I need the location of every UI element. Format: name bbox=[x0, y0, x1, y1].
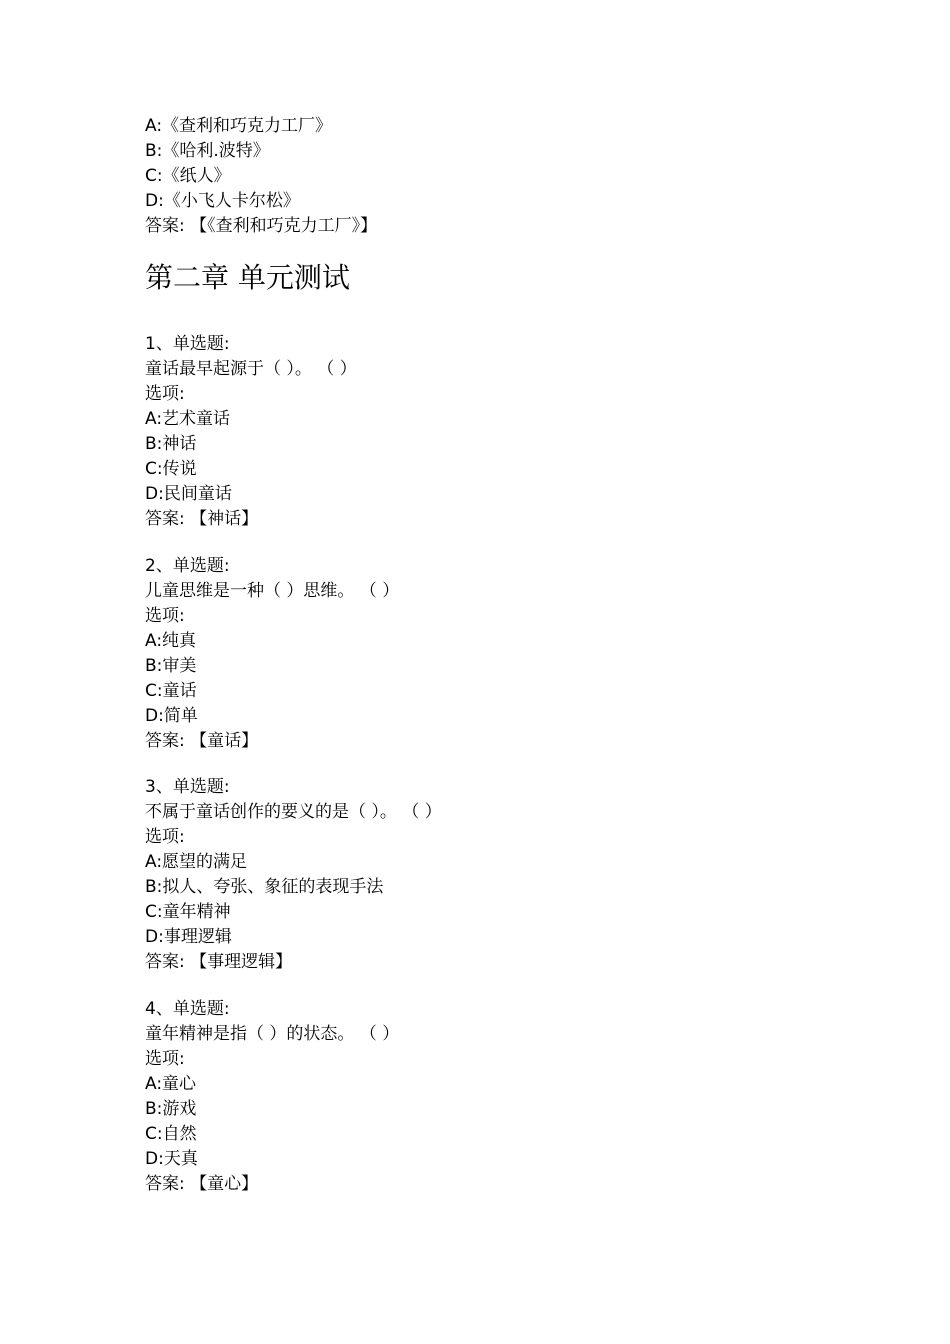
answer-line: 答案: 【童话】 bbox=[145, 731, 259, 751]
option-d: D:简单 bbox=[145, 706, 198, 726]
option-b: B:游戏 bbox=[145, 1099, 197, 1119]
option-d: D:事理逻辑 bbox=[145, 927, 232, 947]
question-header: 4、单选题: bbox=[145, 999, 230, 1019]
option-a: A:纯真 bbox=[145, 631, 197, 651]
question-stem: 不属于童话创作的要义的是（ ）。 （ ） bbox=[145, 802, 442, 822]
option-c: C:《纸人》 bbox=[145, 166, 231, 186]
question-stem: 儿童思维是一种（ ）思维。 （ ） bbox=[145, 581, 400, 601]
option-a: A:愿望的满足 bbox=[145, 852, 248, 872]
previous-question-tail bbox=[145, 114, 377, 239]
answer-line: 答案: 【事理逻辑】 bbox=[145, 952, 293, 972]
answer-line: 答案: 【《查利和巧克力工厂》】 bbox=[145, 216, 378, 236]
options-label: 选项: bbox=[145, 606, 185, 626]
question-header: 1、单选题: bbox=[145, 334, 230, 354]
option-a: A:童心 bbox=[145, 1074, 197, 1094]
answer-line: 答案: 【神话】 bbox=[145, 509, 259, 529]
option-c: C:传说 bbox=[145, 459, 197, 479]
option-b: B:《哈利.波特》 bbox=[145, 141, 270, 161]
question-block bbox=[145, 554, 399, 754]
options-label: 选项: bbox=[145, 827, 185, 847]
option-c: C:童年精神 bbox=[145, 902, 231, 922]
question-stem: 童话最早起源于（ ）。 （ ） bbox=[145, 359, 357, 379]
options-label: 选项: bbox=[145, 384, 185, 404]
chapter-title: 第二章 单元测试 bbox=[145, 261, 350, 294]
option-c: C:童话 bbox=[145, 681, 197, 701]
option-a: A:艺术童话 bbox=[145, 409, 231, 429]
question-stem: 童年精神是指（ ）的状态。 （ ） bbox=[145, 1024, 400, 1044]
answer-line: 答案: 【童心】 bbox=[145, 1174, 259, 1194]
question-header: 2、单选题: bbox=[145, 556, 230, 576]
option-d: D:《小飞人卡尔松》 bbox=[145, 191, 300, 211]
option-c: C:自然 bbox=[145, 1124, 197, 1144]
question-block bbox=[145, 332, 357, 532]
options-label: 选项: bbox=[145, 1049, 185, 1069]
question-block bbox=[145, 775, 442, 975]
option-b: B:拟人、夸张、象征的表现手法 bbox=[145, 877, 384, 897]
option-d: D:天真 bbox=[145, 1149, 198, 1169]
option-d: D:民间童话 bbox=[145, 484, 232, 504]
option-b: B:神话 bbox=[145, 434, 197, 454]
question-block bbox=[145, 997, 399, 1197]
option-a: A:《查利和巧克力工厂》 bbox=[145, 116, 333, 136]
option-b: B:审美 bbox=[145, 656, 197, 676]
question-header: 3、单选题: bbox=[145, 777, 230, 797]
